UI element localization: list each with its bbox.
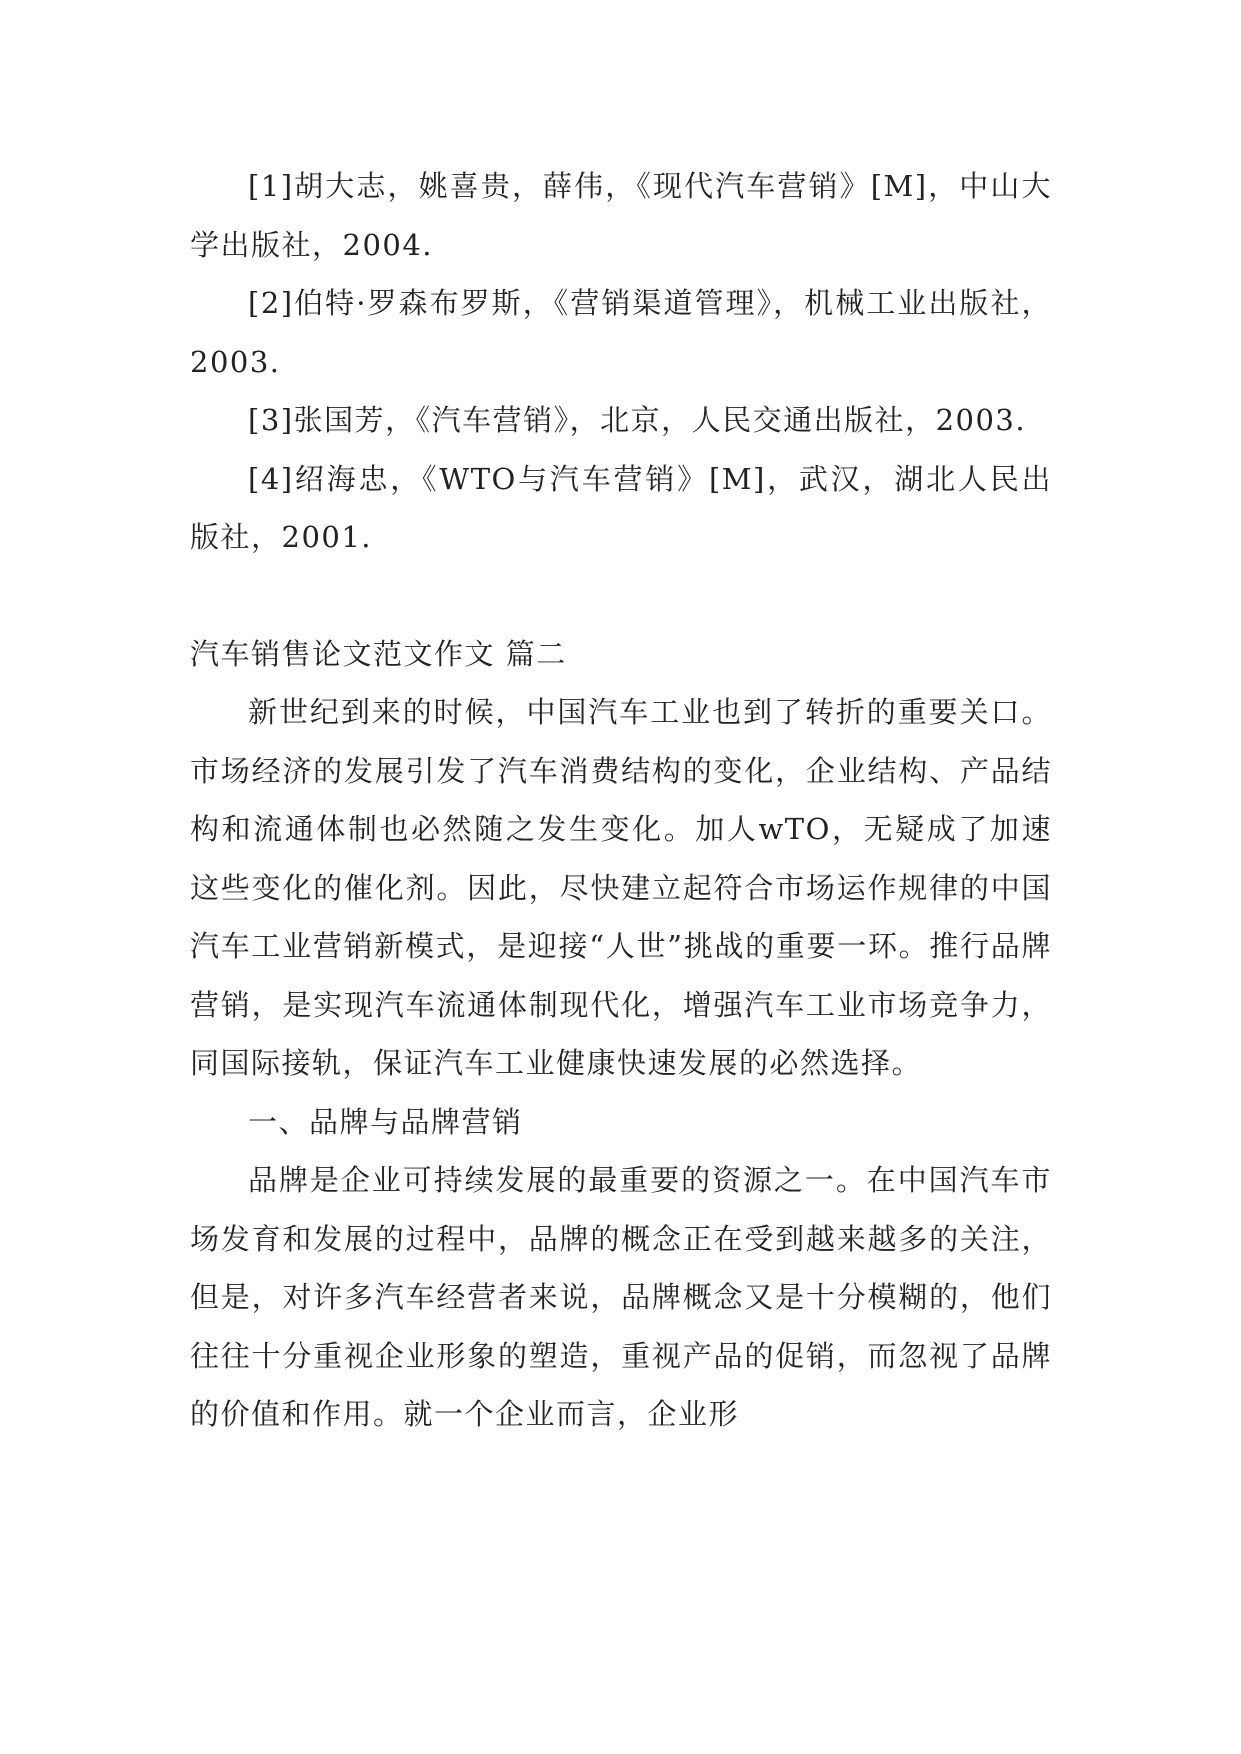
body-paragraph-1: 新世纪到来的时候，中国汽车工业也到了转折的重要关口。市场经济的发展引发了汽车消费结构的变化，企业结构、产品结构和流通体制也必然随之发生变化。加人wTO，无疑成了加速这些变化的催化剂。因此，尽快建立起符合市场运作规律的中国汽车工业营销新模式，是迎接“人世”挑战的重要一环。推行品牌营销，是实现汽车流通体制现代化，增强汽车工业市场竞争力，同国际接轨，保证汽车工业健康快速发展的必然选择。 xyxy=(190,695,1052,1080)
section-title: 汽车销售论文范文作文 篇二 xyxy=(190,636,567,671)
reference-item-3: [3]张国芳，《汽车营销》，北京，人民交通出版社，2003. xyxy=(248,403,1027,437)
reference-item-4: [4]绍海忠，《WTO与汽车营销》[M]，武汉，湖北人民出版社，2001. xyxy=(190,461,1052,554)
reference-item-1: [1]胡大志，姚喜贵，薛伟，《现代汽车营销》[M]，中山大学出版社，2004. xyxy=(190,169,1052,262)
body-paragraph-2: 品牌是企业可持续发展的最重要的资源之一。在中国汽车市场发育和发展的过程中，品牌的概念正在受到越来越多的关注，但是，对许多汽车经营者来说，品牌概念又是十分模糊的，他们往往十分重视企业形象的塑造，重视产品的促销，而忽视了品牌的价值和作用。就一个企业而言，企业形 xyxy=(190,1163,1052,1431)
subheading: 一、品牌与品牌营销 xyxy=(248,1104,523,1139)
document-body xyxy=(190,157,1052,1444)
reference-item-2: [2]伯特·罗森布罗斯，《营销渠道管理》，机械工业出版社，2003. xyxy=(190,286,1052,379)
